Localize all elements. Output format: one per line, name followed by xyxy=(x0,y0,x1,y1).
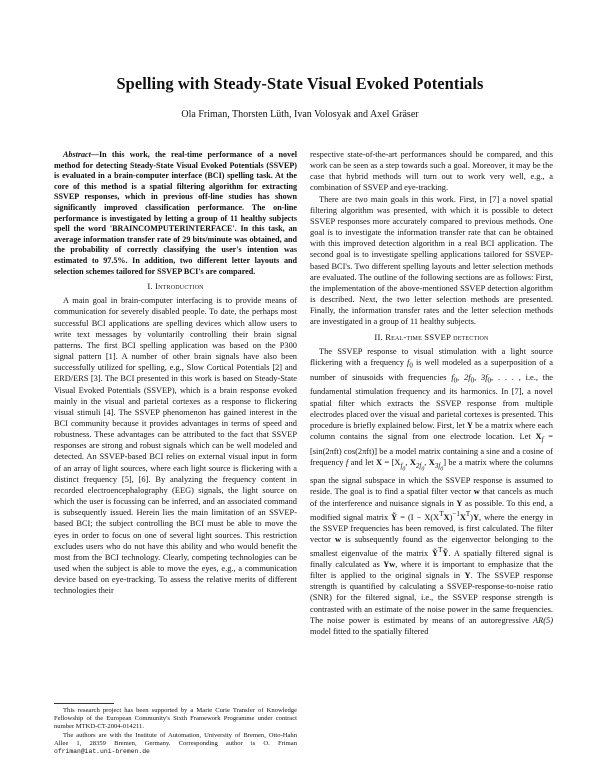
footnote-funding: This research project has been supported by a Marie Curie Transfer of Knowledge Fellowship of the European Community's Sixth Framework Programme under contract number MTKD-CT-2004-014211. xyxy=(54,707,297,731)
abstract: Abstract—In this work, the real-time performance of a novel method for detecting Steady-State Visual Evoked Potentials (SSVEP) is evaluated in a brain-computer interface (BCI) spelling task. At the core of this method is a spatial filtering algorithm for extracting SSVEP responses, which in previous off-line studies has shown significantly improved classification performance. The on-line performance is investigated by letting a group of 11 healthy subjects spell the word 'BRAINCOMPUTERINTERFACE'. In this task, an average information transfer rate of 29 bits/minute was obtained, and the probability of correctly classifying the user's intention was estimated to 97.5%. In addition, two different letter layouts and selection schemes tailored for SSVEP BCI's are compared. xyxy=(54,150,297,276)
abstract-body: In this work, the real-time performance of a novel method for detecting Steady-State Visual Evoked Potentials (SSVEP) is evaluated in a brain-computer interface (BCI) spelling task. At the core of this method is a spatial filtering algorithm for extracting SSVEP responses, which in previous off-line studies has shown significantly improved classification performance. The on-line performance is investigated by letting a group of 11 healthy subjects spell the word 'BRAINCOMPUTERINTERFACE'. In this task, an average information transfer rate of 29 bits/minute was obtained, and the probability of correctly classifying the user's intention was estimated to 97.5%. In addition, two different letter layouts and selection schemes tailored for SSVEP BCI's are compared. xyxy=(54,150,297,276)
left-column xyxy=(54,150,297,597)
intro-paragraph: A main goal in brain-computer interfacing is to provide means of communication for severely disabled people. To date, the perhaps most successful BCI applications are spelling devices which allow users to write text messages by voluntarily controlling their brain signal patterns. The first BCI spelling application was based on the P300 signal pattern [1]. A number of other brain signals have also been successfully utilized for spelling, e.g., Slow Cortical Potentials [2] and ERD/ERS [3]. The BCI presented in this work is based on Steady-State Visual Evoked Potentials (SSVEP), which is a brain response evoked mainly in the visual and parietal cortexes as a response to flickering visual stimuli [4]. The SSVEP phenomenon has gained interest in the BCI community because it provides advantages in terms of speed and robustness. These advantages can be attributed to the fact that SSVEP responses are strong and robust signals which can be well modeled and detected. An SSVEP-based BCI relies on external visual input in form of an array of light sources, where each light source is flickering with a distinct frequency [5], [6]. By analyzing the frequency content in recorded electroencephalography (EEG) signals, the light source on which the user is focussing can be inferred, and an associated command is subsequently issued. Herein lies the main limitation of an SSVEP-based BCI; the subject controlling the BCI must be able to move the eyes in order to focus on one of several light sources. This restriction excludes users who do not have this ability and who would benefit the most from the BCI technology. Clearly, competing technologies can be used when the subject is able to move the eyes, e.g., a communication device based on eye-tracking. To assess the relative merits of different technologies their xyxy=(54,296,297,596)
ssvep-paragraph: The SSVEP response to visual stimulation with a light source flickering with a frequency $f_0$ is well modeled as a superposition of a number of sinusoids with frequencies $f_0$, $2f_0$, $3f_0$, . . . , i.e., the fundamental stimulation frequency and its harmonics. In [7], a novel spatial filter which extracts the SSVEP response from multiple electrodes placed over the visual and parietal cortexes is presented. This procedure is briefly explained below. First, let Y be a matrix where each column contains the signal from one electrode location. Let $X_f = [\sin(2\pi ft)$ cos(2πft)] be a model matrix containing a sine and a cosine of frequency f and let $X = [X_{f_0}$, $X_{2f_0}$, $X_{3f_0}$] be a matrix where the columns span the signal subspace in which the SSVEP response is assumed to reside. The goal is to find a spatial filter vector w that cancels as much of the interference and nuisance signals in Y as possible. To this end, a modified signal matrix Ỹ = $(I - X(X^TX)^{-1}X^T)Y$, where the energy in the SSVEP frequencies has been removed, is first calculated. The filter vector w is subsequently found as the eigenvector belonging to the smallest eigenvalue of the matrix Ỹ$^T$Ỹ. A spatially filtered signal is finally calculated as Yw, where it is important to emphasize that the filter is applied to the original signals in Y. The SSVEP response strength is quantified by calculating a SSVEP-response-to-noise ratio (SNR) for the filtered signal, i.e., the SSVEP response strength is contrasted with an estimate of the noise power in the same frequencies. The noise power is estimated by means of an autoregressive AR(5) model fitted to the spatially filtered xyxy=(310,346,554,636)
right-column xyxy=(310,149,553,637)
author-list: Ola Friman, Thorsten Lüth, Ivan Volosyak and Axel Gräser xyxy=(181,109,419,120)
section-heading-introduction: I. Introduction xyxy=(147,281,204,292)
footnotes xyxy=(54,707,297,756)
goals-paragraph: There are two main goals in this work. First, in [7] a novel spatial filtering algorithm was presented, with which it is possible to detect SSVEP responses more accurately compared to previous methods. One goal is to investigate the information transfer rate that can be obtained with this improved detection algorithm in a real BCI application. The second goal is to investigate spelling applications tailored for SSVEP-based BCI's. Two different spelling layouts and letter selection methods are evaluated. The outline of the following sections are as follows: First, the implementation of the above-mentioned SSVEP detection algorithm is described. Next, the two letter selection methods are presented. Finally, the information transfer rates and the letter selection methods are investigated in a group of 11 healthy subjects. xyxy=(310,194,553,327)
footnote-rule xyxy=(54,703,114,704)
section-heading-ssvep: II. Real-time SSVEP detection xyxy=(374,331,489,342)
continued-paragraph: respective state-of-the-art performances should be compared, and this work can be seen as a step towards such a goal. Moreover, it may be the case that hybrid methods will turn out to work very well, e.g., a combination of SSVEP and eye-tracking. xyxy=(310,150,553,193)
paper-title: Spelling with Steady-State Visual Evoked Potentials xyxy=(116,74,484,93)
abstract-label: Abstract xyxy=(63,150,91,159)
footnote-affiliation: The authors are with the Institute of Automation, University of Bremen, Otto-Hahn Allee 1, 28359 Bremen, Germany. Corresponding author is O. Friman ofriman@iat.uni-bremen.de xyxy=(54,731,297,756)
author-email: ofriman@iat.uni-bremen.de xyxy=(54,748,150,756)
